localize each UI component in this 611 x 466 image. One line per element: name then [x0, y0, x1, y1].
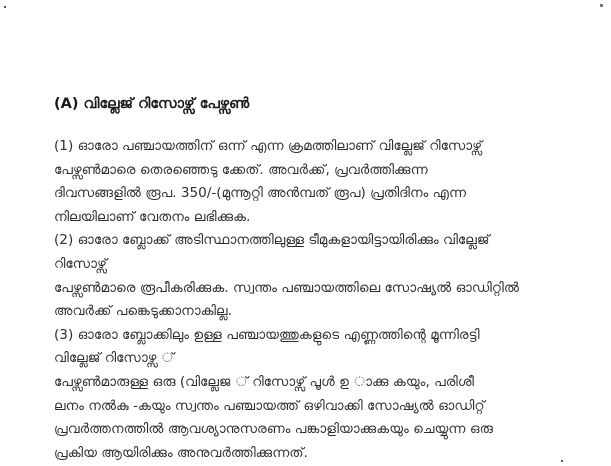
text-line: പ്രകിയ ആയിരിക്കും അനുവർത്തിക്കുന്നത്. [54, 444, 308, 461]
text-line: റിസോഴ്സ് [54, 255, 107, 272]
scan-speck [600, 4, 603, 7]
text-line: അവർക്ക് പങ്കെടുക്കാനാകില്ല. [54, 303, 232, 320]
text-line: നിലയിലാണ് വേതനം ലഭിക്കുക. [54, 208, 251, 225]
text-line: ലനം നൽകു -കയും സ്വന്തം പഞ്ചായത്ത് ഒഴിവാക്കി സോഷ്യൽ ഓഡിറ്റ് [54, 397, 485, 414]
text-line: ദിവസങ്ങളിൽ രൂപ. 350/-(മുന്നൂറ്റി അൻമ്പത് രൂപ) പ്രതിദിനം എന്ന [54, 185, 467, 202]
scan-speck [4, 6, 6, 8]
text-line: (1) ഓരോ പഞ്ചായത്തിന് ഒന്ന് എന്ന ക്രമത്തിലാണ് വില്ലേജ് റിസോഴ്സ് [54, 138, 483, 154]
text-line: പേഴ്സൺമാരുള്ള ഒരു (വില്ലേജ ് റിസോഴ്സ് പൂൾ ഉ ാക്കു കയും, പരിശീ [54, 373, 475, 390]
text-line: (2) ഓരോ ബ്ലോക്ക് അടിസ്ഥാനത്തിലുള്ള ടീമുകളായിട്ടായിരിക്കും വില്ലേജ് [54, 232, 490, 249]
text-line: വില്ലേജ് റിസോഴ്സ ് [54, 350, 174, 367]
body-text [54, 135, 606, 465]
text-line: (3) ഓരോ ബ്ലോക്കിലും ഉള്ള പഞ്ചായത്തുകളുടെ എണ്ണത്തിന്റെ മൂന്നിരട്ടി [54, 326, 480, 343]
text-line: പേഴ്സൺമാരെ രൂപീകരിക്കുക. സ്വന്തം പഞ്ചായത്തിലെ സോഷ്യൽ ഓഡിറ്റിൽ [54, 279, 519, 296]
section-heading: (A) വില്ലേജ് റിസോഴ്സ് പേഴ്സൺ [54, 96, 250, 112]
text-line: പ്രവർത്തനത്തിൽ ആവശ്യാനുസരണം പങ്കാളിയാക്കുകയും ചെയ്യുന്ന ഒരു [54, 421, 493, 438]
text-line: പേഴ്സൺമാരെ തെരഞ്ഞെടു ക്കേത്. അവർക്ക്, പ്രവർത്തിക്കുന്ന [54, 161, 428, 178]
